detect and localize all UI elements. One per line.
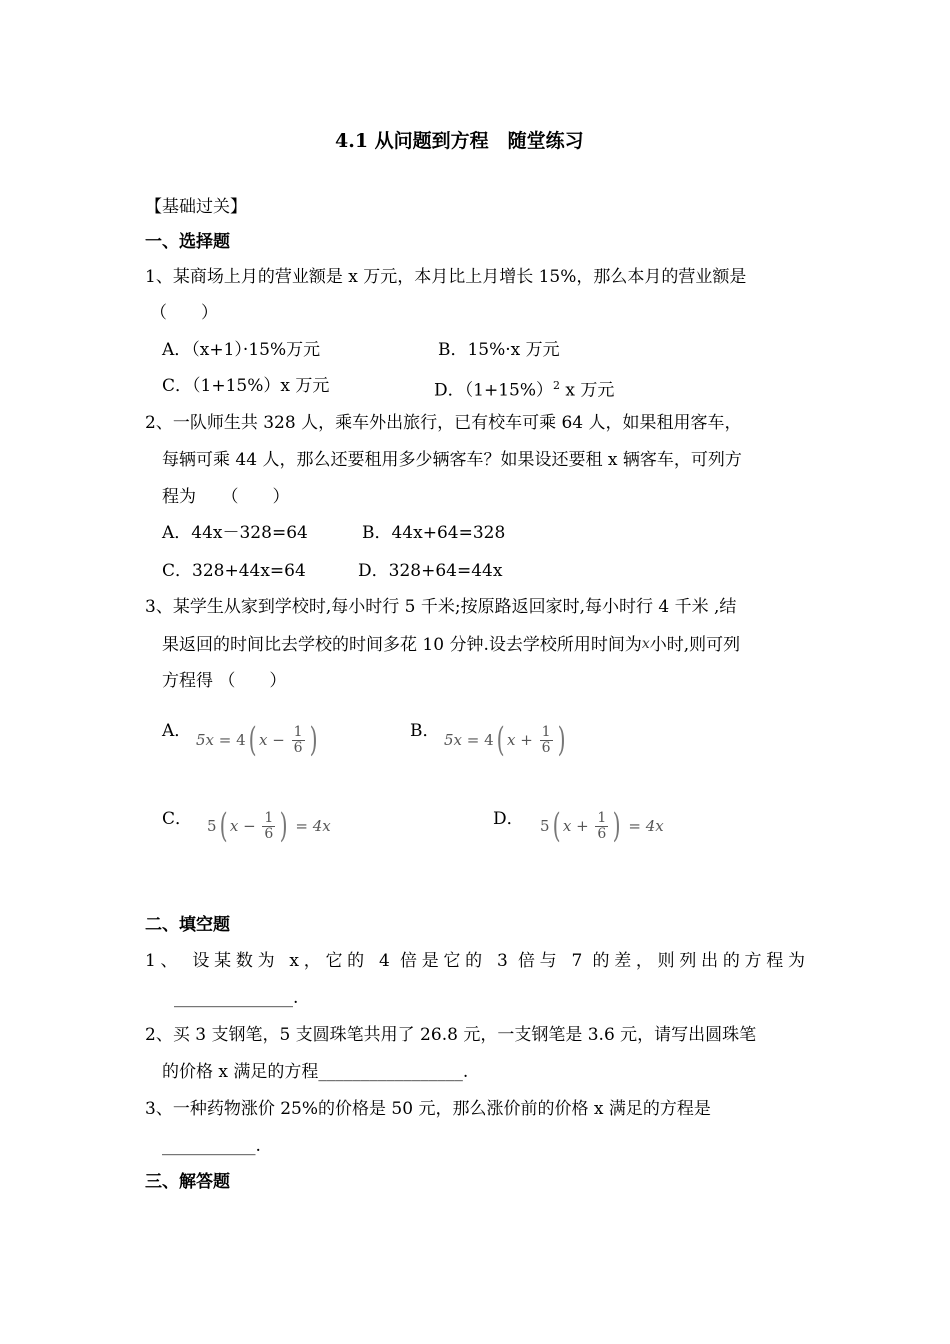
q1-option-b: B．15%·x 万元 — [438, 340, 560, 360]
q1-option-c: C．（1+15%）x 万元 — [162, 376, 330, 396]
q3-option-d-label: D． — [493, 809, 524, 829]
q2-option-b: B．44x+64=328 — [362, 523, 506, 543]
section1-heading: 一、选择题 — [145, 232, 230, 252]
q1-line1: 1、某商场上月的营业额是 x 万元，本月比上月增长 15%，那么本月的营业额是 — [145, 267, 747, 287]
q2-line1: 2、一队师生共 328 人，乘车外出旅行，已有校车可乘 64 人，如果租用客车， — [145, 413, 742, 433]
q3-option-d-formula: 5 ( x + $\frac{1}{6}$ ) = 4x — [540, 806, 664, 846]
section3-heading: 三、解答题 — [145, 1172, 230, 1192]
q2-line3: 程为 （ ） — [162, 487, 290, 507]
q2-option-d: D．328+64=44x — [358, 561, 503, 581]
q3-line2: 果返回的时间比去学校的时间多花 10 分钟.设去学校所用时间为x小时,则可列 — [162, 635, 741, 655]
q3-option-b-formula: 5x = 4 ( x + $\frac{1}{6}$ ) — [444, 720, 566, 760]
q3-option-a-formula: 5x = 4 ( x − $\frac{1}{6}$ ) — [196, 720, 318, 760]
q2-line2: 每辆可乘 44 人，那么还要租用多少辆客车？如果设还要租 x 辆客车，可列方 — [162, 450, 742, 470]
q1-line2: （ ） — [150, 303, 218, 323]
q2-option-c: C．328+44x=64 — [162, 561, 306, 581]
fill-q3-blank: ___________. — [162, 1136, 261, 1156]
fill-q2-line1: 2、买 3 支钢笔，5 支圆珠笔共用了 26.8 元，一支钢笔是 3.6 元，请写出圆珠笔 — [145, 1025, 757, 1045]
q3-option-a-label: A． — [162, 721, 192, 741]
page-title: 4.1 从问题到方程 随堂练习 — [335, 130, 584, 152]
fill-q2-line2: 的价格 x 满足的方程_________________. — [162, 1062, 469, 1082]
q1-option-a: A．（x+1）·15%万元 — [162, 340, 321, 360]
section-label: 【基础过关】 — [145, 197, 247, 217]
q1-option-d: D．$(1+15\%)^2$ x 万元 — [434, 379, 615, 401]
fill-q1-blank: ______________. — [174, 988, 299, 1008]
section2-heading: 二、填空题 — [145, 915, 230, 935]
q3-option-b-label: B． — [410, 721, 440, 741]
fill-q3-line1: 3、一种药物涨价 25%的价格是 50 元，那么涨价前的价格 x 满足的方程是 — [145, 1099, 711, 1119]
q3-line1: 3、某学生从家到学校时,每小时行 5 千米;按原路返回家时,每小时行 4 千米 ,结 — [145, 597, 737, 617]
q2-option-a: A．44x－328=64 — [162, 523, 308, 543]
q3-line3: 方程得 （ ） — [162, 671, 287, 691]
q3-option-c-formula: 5 ( x − $\frac{1}{6}$ ) = 4x — [207, 806, 331, 846]
q3-option-c-label: C． — [162, 809, 193, 829]
fill-q1-line1: 1、 设某数为 x，它的 4 倍是它的 3 倍与 7 的差，则列出的方程为 — [145, 951, 805, 971]
